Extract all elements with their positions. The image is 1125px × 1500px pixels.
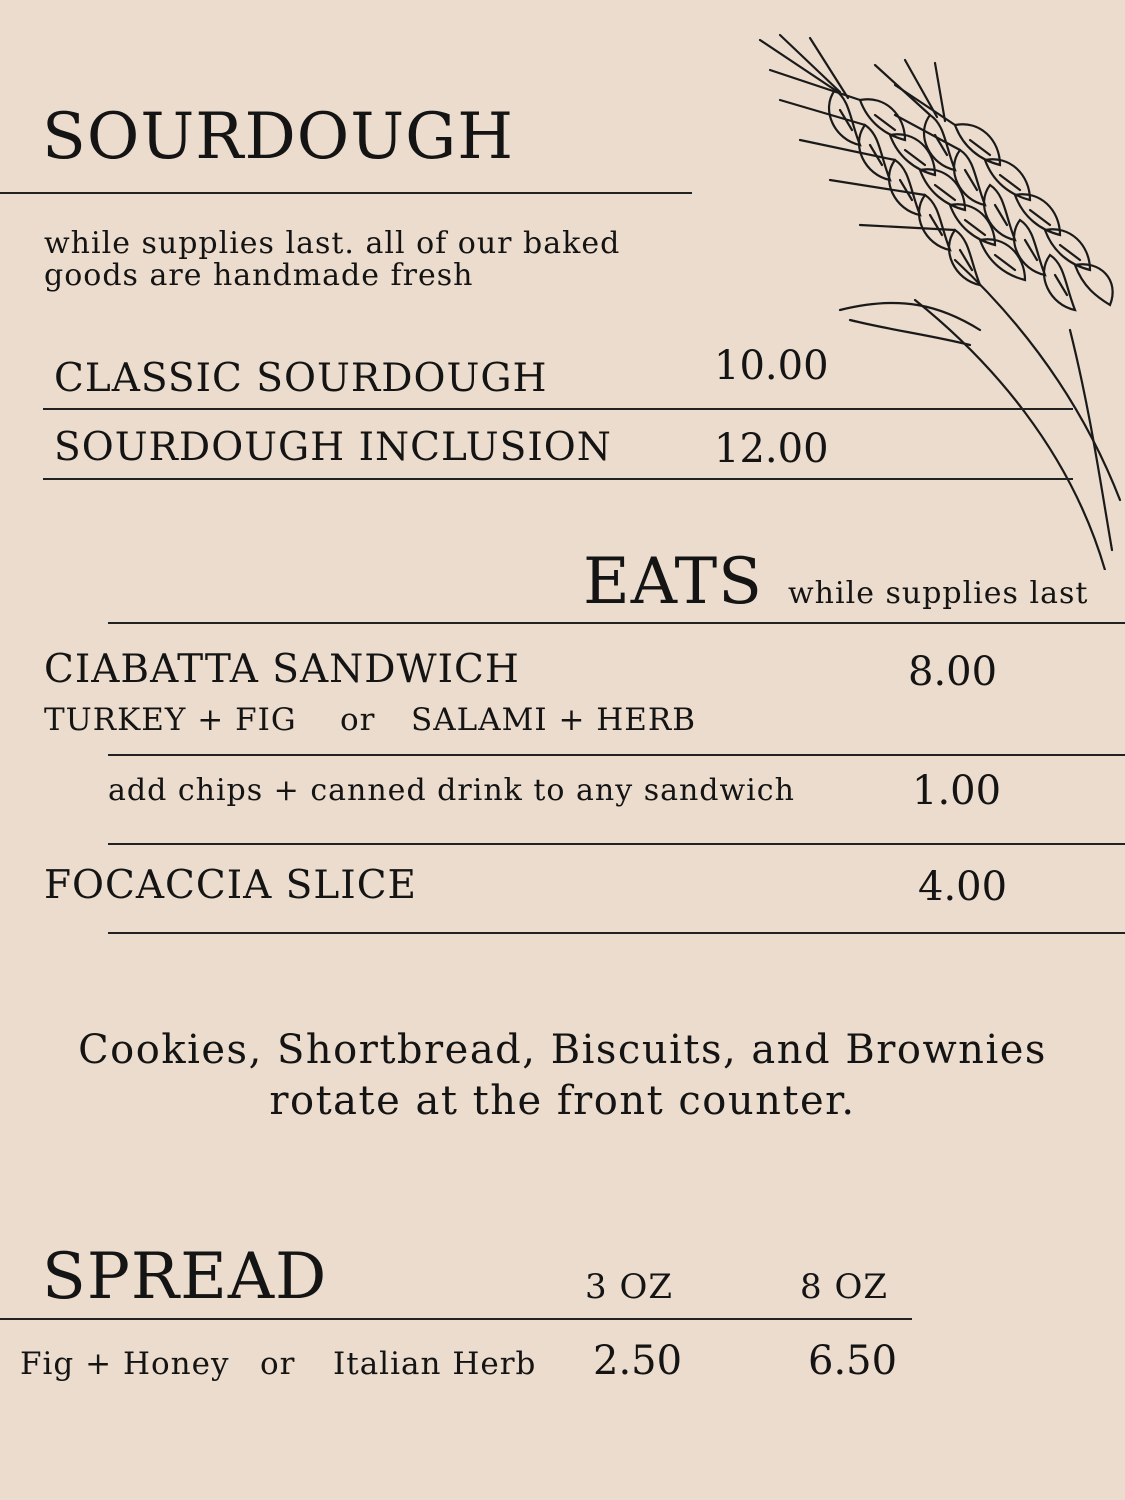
menu-item-price: 8.00 <box>908 649 998 695</box>
counter-note-line1: Cookies, Shortbread, Biscuits, and Brownies <box>78 1027 1047 1073</box>
addon-item-price: 1.00 <box>912 768 1002 814</box>
counter-note-line2: rotate at the front counter. <box>269 1078 856 1124</box>
menu-item-name: CIABATTA SANDWICH <box>44 647 520 692</box>
spread-title: SPREAD <box>42 1240 328 1314</box>
menu-row-divider <box>108 843 1125 845</box>
menu-item-name: CLASSIC SOURDOUGH <box>54 356 548 401</box>
menu-row-divider <box>43 478 1073 480</box>
spread-option: Italian Herb <box>333 1346 537 1382</box>
spread-price-large: 6.50 <box>808 1338 898 1384</box>
addon-item-name: add chips + canned drink to any sandwich <box>108 773 795 808</box>
wheat-stalks-icon <box>740 30 1125 570</box>
menu-item-price: 4.00 <box>918 864 1008 910</box>
spread-size-small: 3 OZ <box>585 1267 673 1307</box>
menu-row-divider <box>108 754 1125 756</box>
spread-size-large: 8 OZ <box>800 1267 888 1307</box>
menu-row-divider <box>43 408 1073 410</box>
sandwich-option-or: or <box>340 702 376 738</box>
sourdough-description-line2: goods are handmade fresh <box>44 258 474 293</box>
menu-item-price: 10.00 <box>714 343 829 389</box>
spread-option-or: or <box>260 1346 296 1382</box>
sourdough-title: SOURDOUGH <box>42 100 515 174</box>
menu-item-price: 12.00 <box>714 426 829 472</box>
menu-item-name: SOURDOUGH INCLUSION <box>54 425 612 470</box>
menu-item-name: FOCACCIA SLICE <box>44 863 418 908</box>
spread-price-small: 2.50 <box>593 1338 683 1384</box>
sandwich-option: SALAMI + HERB <box>411 702 697 738</box>
eats-title-divider <box>108 622 1125 624</box>
eats-title: EATS <box>583 545 763 619</box>
sandwich-option: TURKEY + FIG <box>44 702 297 738</box>
menu-row-divider <box>108 932 1125 934</box>
sourdough-title-divider <box>0 192 692 194</box>
spread-title-divider <box>0 1318 912 1320</box>
sourdough-description-line1: while supplies last. all of our baked <box>44 226 621 261</box>
eats-subtitle: while supplies last <box>788 576 1089 611</box>
spread-option: Fig + Honey <box>20 1346 230 1382</box>
